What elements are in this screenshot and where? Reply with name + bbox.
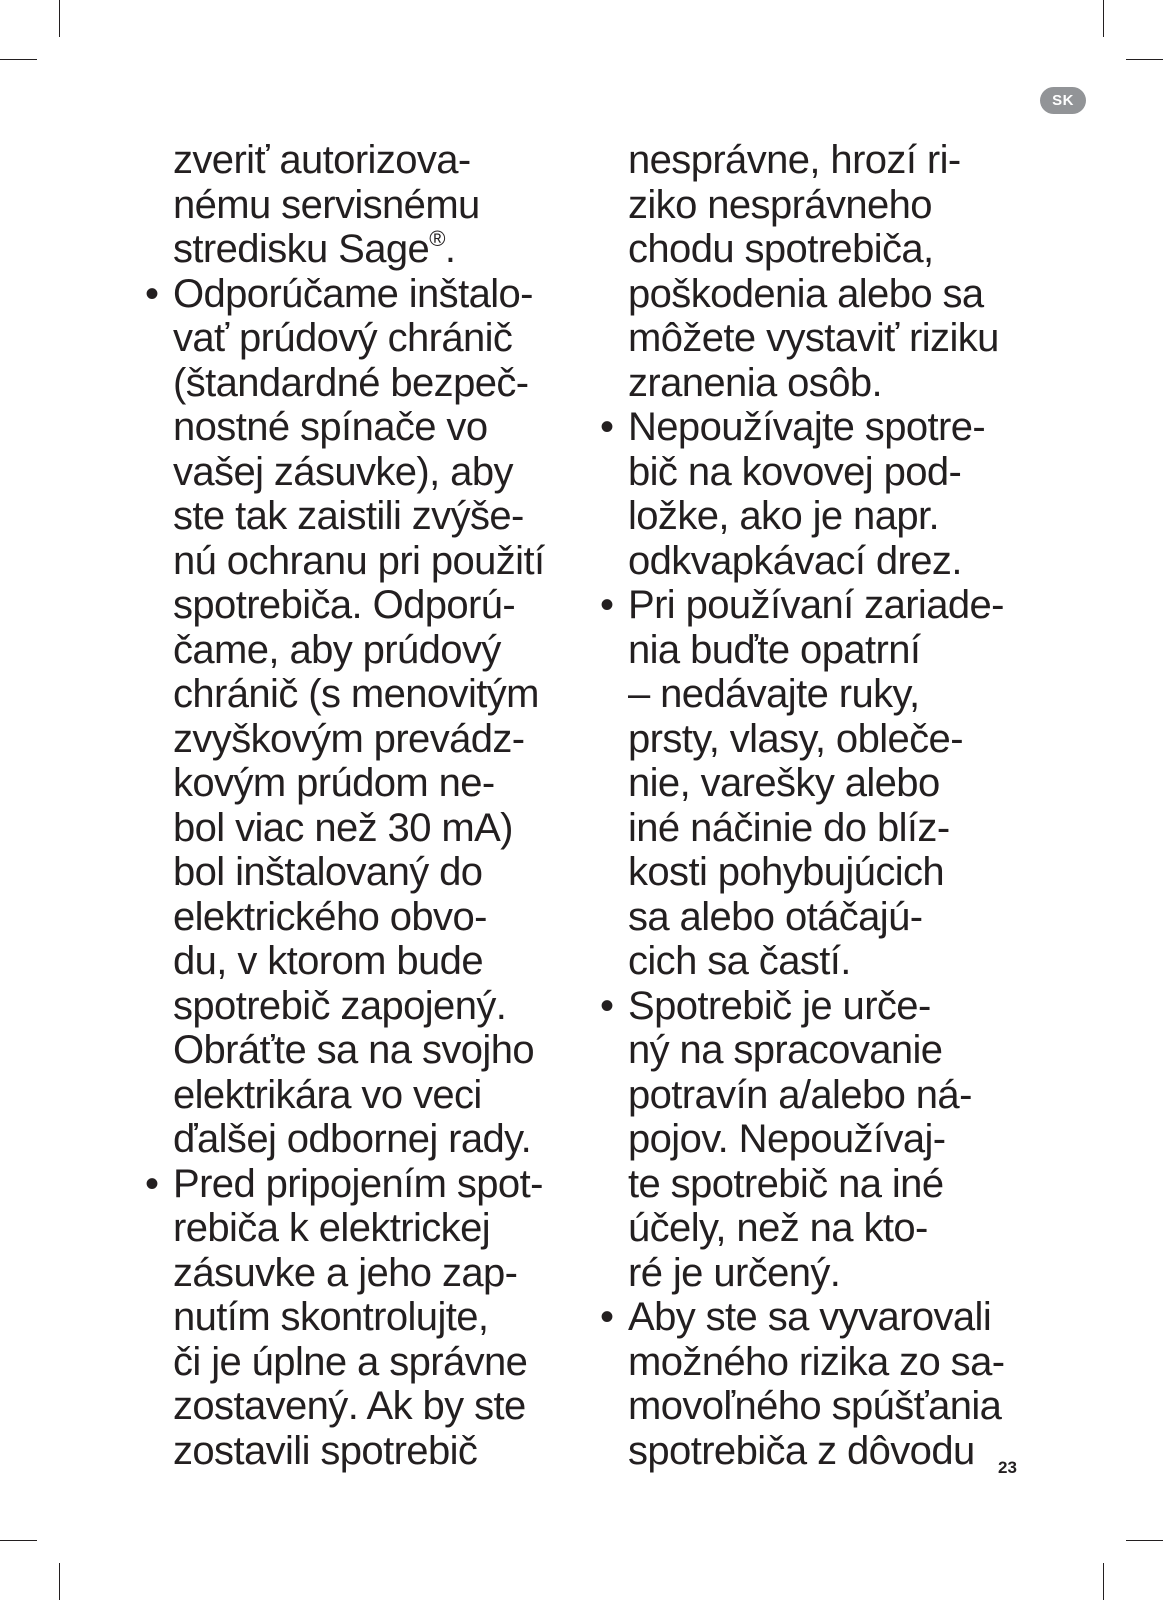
line-text: spotrebič zapojený. <box>173 983 507 1028</box>
text-line <box>600 628 1040 673</box>
text-line <box>600 183 1040 228</box>
text-line <box>145 1295 585 1340</box>
text-line <box>145 494 585 539</box>
line-text: pojov. Nepoužívaj- <box>628 1117 946 1161</box>
text-line <box>145 1117 585 1162</box>
line-text: Odporúčame inštalo- <box>173 271 533 316</box>
line-text: elektrického obvo- <box>173 894 487 939</box>
crop-mark-bottom-right <box>1103 1563 1104 1600</box>
line-text: te spotrebič na iné <box>628 1161 944 1206</box>
text-line <box>145 628 585 673</box>
text-line <box>145 272 585 317</box>
text-line <box>145 1384 585 1429</box>
line-text: bol inštalovaný do <box>173 850 483 894</box>
line-text: kovým prúdom ne- <box>173 761 495 805</box>
line-text: Nepoužívajte spotre- <box>628 405 986 449</box>
line-text: spotrebiča. Odporú- <box>173 583 516 627</box>
line-text: spotrebiča z dôvodu <box>628 1428 975 1473</box>
line-text: nesprávne, hrozí ri- <box>628 138 961 182</box>
crop-mark-top-right <box>1103 0 1104 37</box>
text-line <box>600 539 1040 584</box>
text-line <box>600 717 1040 762</box>
right-text-column <box>600 138 1040 1473</box>
bullet-point: • <box>600 583 614 627</box>
line-text: možného rizika zo sa- <box>628 1339 1005 1384</box>
text-line <box>600 138 1040 183</box>
text-line <box>600 806 1040 851</box>
line-text: zveriť autorizova- <box>173 138 471 182</box>
text-line <box>600 1340 1040 1385</box>
text-line <box>145 583 585 628</box>
line-text: účely, než na kto- <box>628 1206 928 1250</box>
text-line <box>600 405 1040 450</box>
text-line <box>600 583 1040 628</box>
line-text: Obráťte sa na svojho <box>173 1028 534 1072</box>
text-line <box>145 316 585 361</box>
text-line <box>145 1251 585 1296</box>
line-text: ný na spracovanie <box>628 1028 943 1072</box>
line-text: Pri používaní zariade- <box>628 583 1004 627</box>
text-line <box>145 183 585 228</box>
text-line <box>145 405 585 450</box>
line-text: nia buďte opatrní <box>628 627 921 672</box>
line-text: bol viac než 30 mA) <box>173 805 513 850</box>
text-line <box>145 1162 585 1207</box>
line-text: iné náčinie do blíz- <box>628 805 950 850</box>
line-text: môžete vystaviť riziku <box>628 316 999 360</box>
text-line <box>600 227 1040 272</box>
line-text: prsty, vlasy, obleče- <box>628 716 963 761</box>
text-line <box>600 1117 1040 1162</box>
text-line <box>145 850 585 895</box>
text-line <box>600 672 1040 717</box>
text-line <box>600 1295 1040 1340</box>
text-line <box>600 850 1040 895</box>
text-line <box>145 1073 585 1118</box>
bullet-point: • <box>145 1161 159 1206</box>
line-text: chránič (s menovitým <box>173 672 539 716</box>
crop-mark-top-left <box>59 0 60 37</box>
line-text: zostavili spotrebič <box>173 1428 478 1473</box>
line-text: zvyškovým prevádz- <box>173 716 525 761</box>
text-line <box>600 1429 1040 1474</box>
line-text: du, v ktorom bude <box>173 939 483 983</box>
text-line <box>145 138 585 183</box>
line-text: poškodenia alebo sa <box>628 271 984 316</box>
text-line <box>145 1429 585 1474</box>
text-line <box>145 539 585 584</box>
line-text: cich sa častí. <box>628 939 851 983</box>
language-badge: SK <box>1040 87 1086 114</box>
text-line <box>600 361 1040 406</box>
line-text: vať prúdový chránič <box>173 316 513 360</box>
crop-mark-top-left <box>0 59 37 60</box>
line-text: nému servisnému <box>173 182 480 227</box>
line-text: nie, varešky alebo <box>628 761 940 805</box>
text-line <box>145 806 585 851</box>
text-line <box>600 895 1040 940</box>
text-line <box>145 1340 585 1385</box>
line-text: sa alebo otáčajú- <box>628 894 923 939</box>
text-line <box>600 1384 1040 1429</box>
text-line <box>145 227 585 272</box>
text-line <box>600 316 1040 361</box>
line-text: ďalšej odbornej rady. <box>173 1117 532 1161</box>
text-line <box>600 272 1040 317</box>
crop-mark-bottom-left <box>0 1540 37 1541</box>
bullet-point: • <box>145 271 159 316</box>
page-number: 23 <box>998 1458 1017 1477</box>
line-text: chodu spotrebiča, <box>628 227 934 271</box>
text-line <box>600 984 1040 1029</box>
text-line <box>145 1206 585 1251</box>
line-text: Pred pripojením spot- <box>173 1161 543 1206</box>
text-line <box>145 361 585 406</box>
line-text: zranenia osôb. <box>628 360 883 405</box>
crop-mark-bottom-left <box>59 1563 60 1600</box>
line-text: zostavený. Ak by ste <box>173 1384 526 1428</box>
text-line <box>145 895 585 940</box>
crop-mark-top-right <box>1126 59 1163 60</box>
line-text: elektrikára vo veci <box>173 1072 482 1117</box>
text-line <box>145 672 585 717</box>
text-line <box>600 1073 1040 1118</box>
line-text: nutím skontrolujte, <box>173 1295 489 1339</box>
line-text: ložke, ako je napr. <box>628 494 940 538</box>
line-text: movoľného spúšťania <box>628 1384 1002 1428</box>
line-text: odkvapkávací drez. <box>628 538 962 583</box>
line-text: ste tak zaistili zvýše- <box>173 494 524 538</box>
line-text: Spotrebič je urče- <box>628 983 931 1028</box>
crop-mark-bottom-right <box>1126 1540 1163 1541</box>
line-text: potravín a/alebo ná- <box>628 1072 972 1117</box>
text-line <box>600 939 1040 984</box>
line-text: ré je určený. <box>628 1250 841 1295</box>
line-text: čame, aby prúdový <box>173 627 501 672</box>
text-line <box>600 1251 1040 1296</box>
line-text: vašej zásuvke), aby <box>173 449 513 494</box>
text-line <box>145 761 585 806</box>
text-line <box>600 1028 1040 1073</box>
left-text-column <box>145 138 585 1473</box>
line-text: rebiča k elektrickej <box>173 1206 491 1250</box>
line-text: ziko nesprávneho <box>628 182 932 227</box>
bullet-point: • <box>600 983 614 1028</box>
line-text: nú ochranu pri použití <box>173 538 545 583</box>
text-line <box>145 984 585 1029</box>
line-text: Aby ste sa vyvarovali <box>628 1295 992 1339</box>
line-text-suffix: . <box>444 227 456 271</box>
text-line <box>600 1162 1040 1207</box>
text-line <box>600 450 1040 495</box>
bullet-point: • <box>600 1295 614 1339</box>
line-text: bič na kovovej pod- <box>628 449 962 494</box>
text-line <box>145 1028 585 1073</box>
text-line <box>145 450 585 495</box>
bullet-point: • <box>600 405 614 449</box>
text-line <box>600 494 1040 539</box>
line-text: kosti pohybujúcich <box>628 850 945 894</box>
text-line <box>145 939 585 984</box>
text-line <box>600 1206 1040 1251</box>
registered-mark: ® <box>429 226 445 251</box>
text-line <box>600 761 1040 806</box>
text-line <box>145 717 585 762</box>
line-text: – nedávajte ruky, <box>628 672 920 716</box>
line-text: nostné spínače vo <box>173 405 488 449</box>
line-text: či je úplne a správne <box>173 1339 528 1384</box>
line-text: stredisku Sage <box>173 227 430 271</box>
line-text: (štandardné bezpeč- <box>173 360 529 405</box>
line-text: zásuvke a jeho zap- <box>173 1250 518 1295</box>
